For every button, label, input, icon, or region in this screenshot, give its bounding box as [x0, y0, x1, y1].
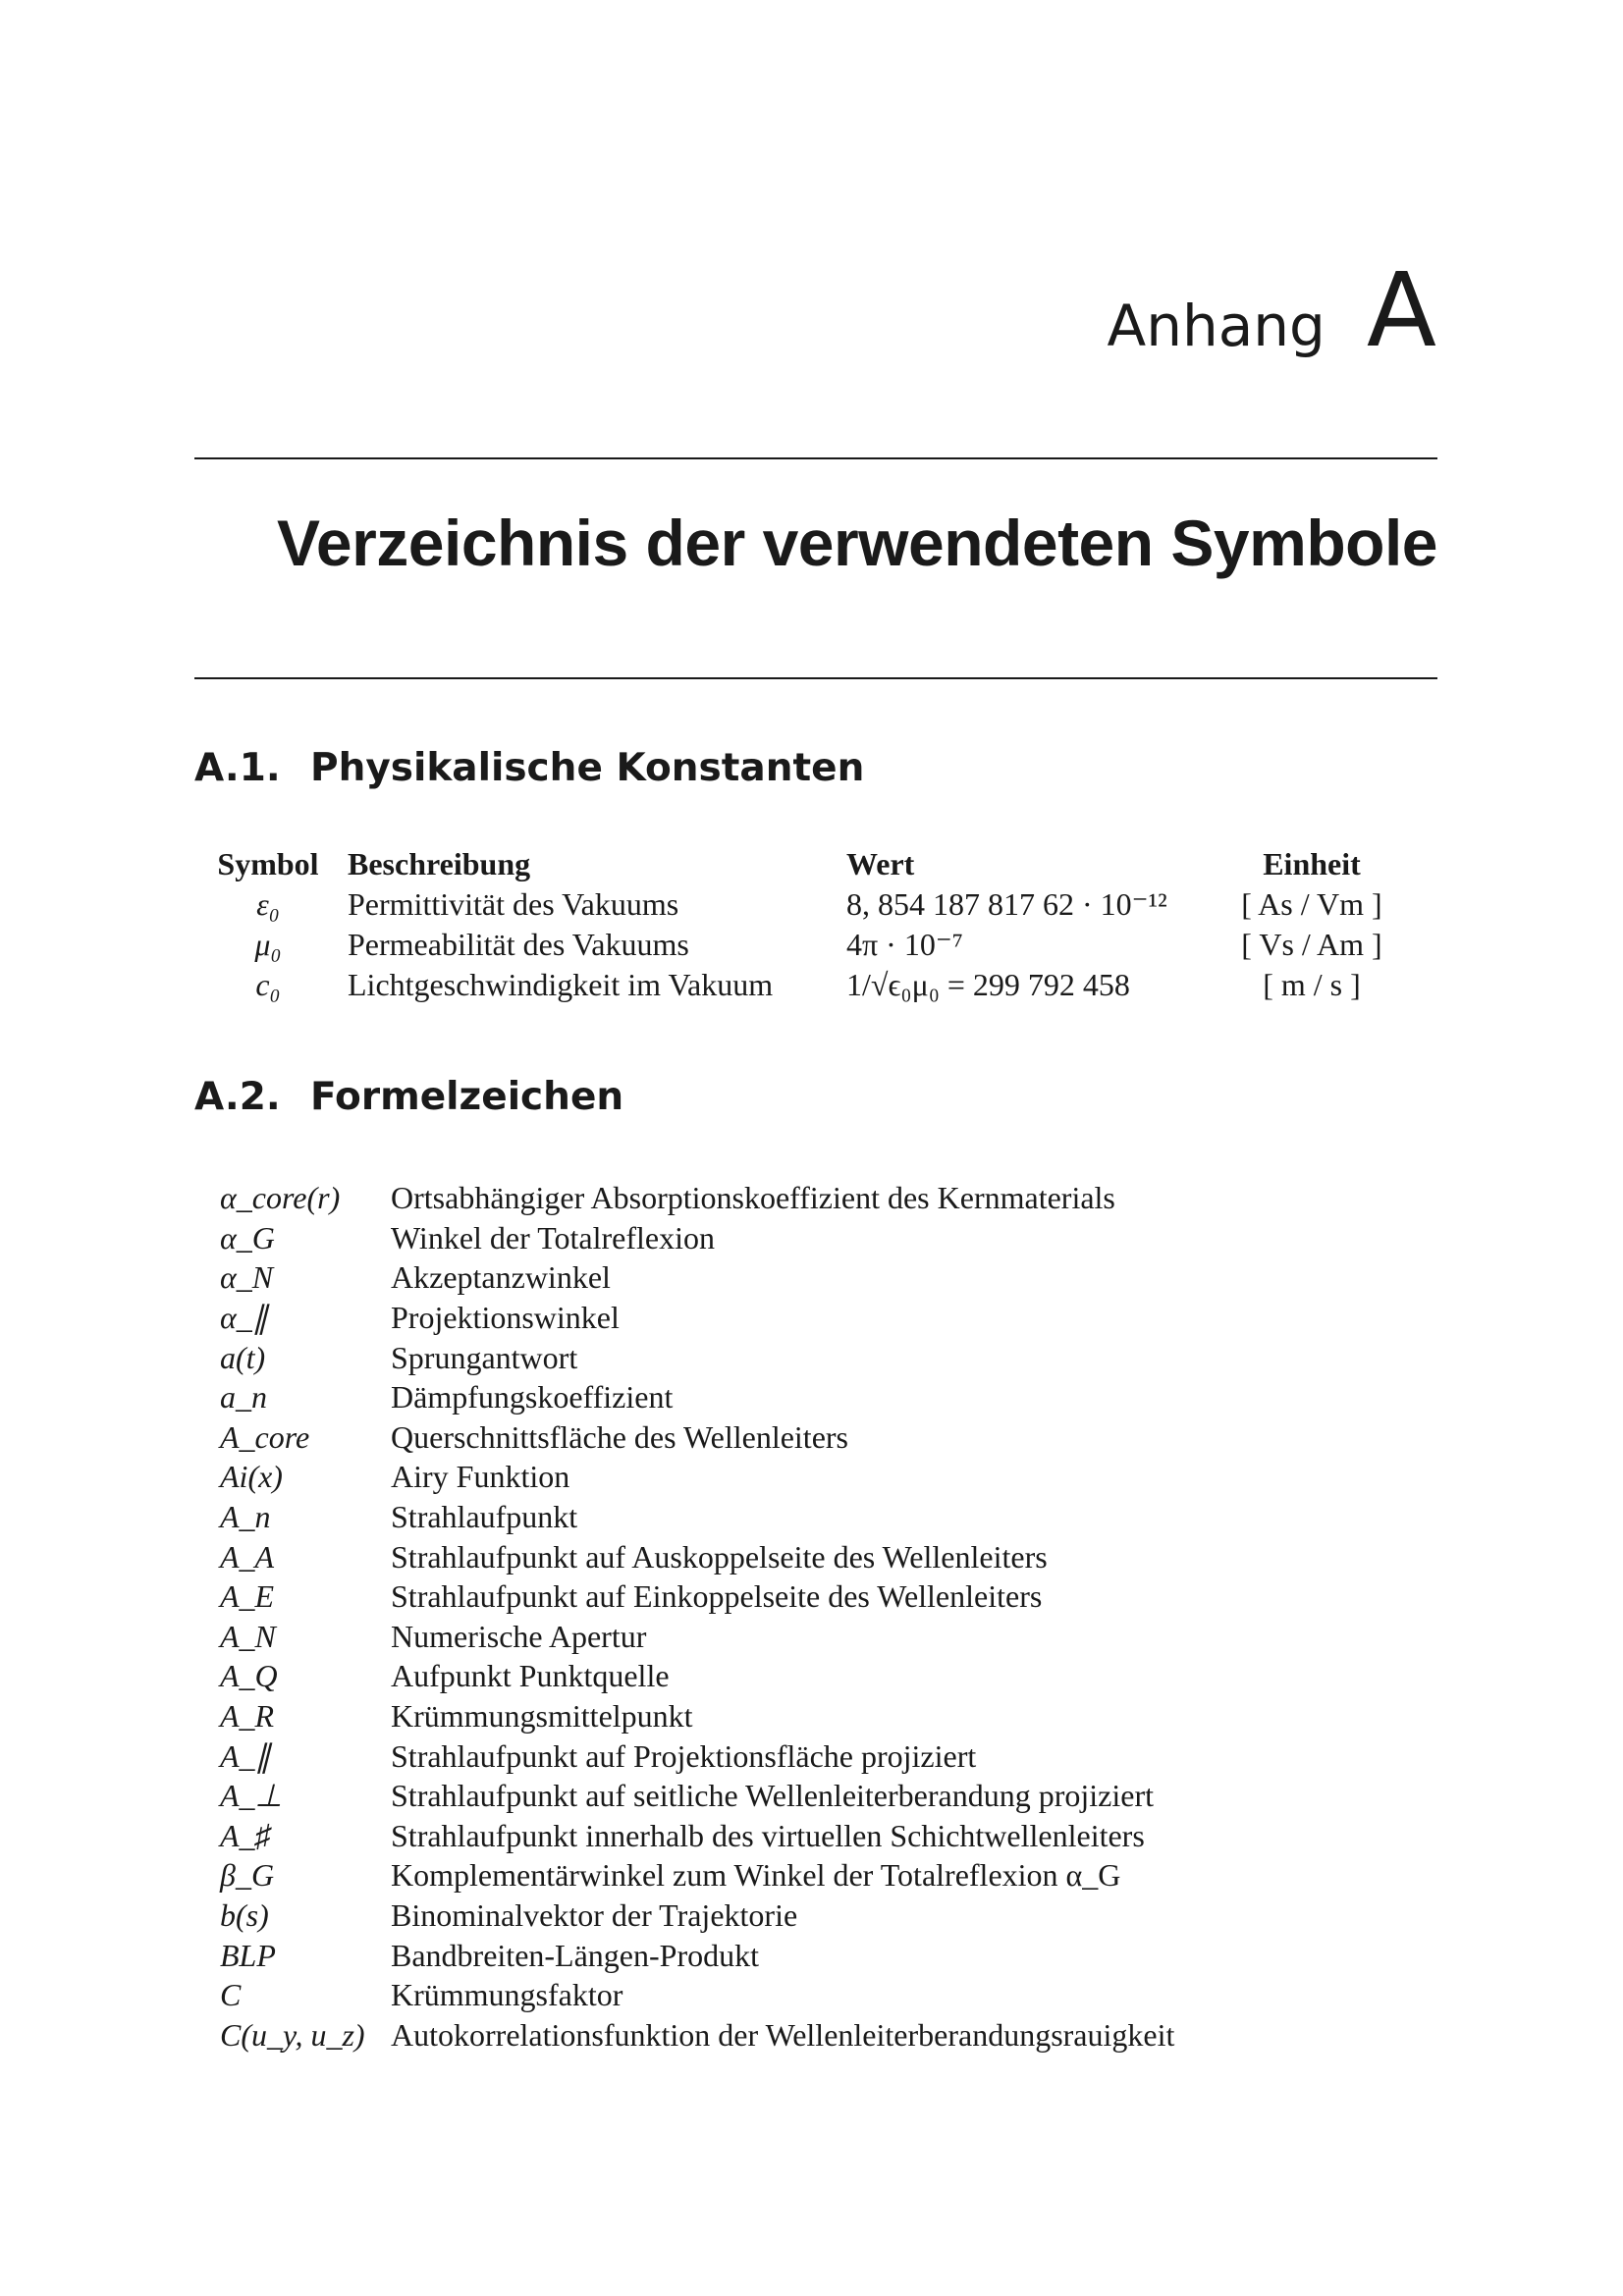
formula-symbol: α_core(r) [220, 1180, 341, 1216]
section-heading-konstanten [194, 746, 864, 790]
formula-symbol: a_n [220, 1379, 267, 1415]
constant-unit: [ Vs / Am ] [1241, 927, 1382, 962]
list-item [220, 1417, 1174, 1458]
formula-description: Krümmungsfaktor [391, 1977, 623, 2013]
list-item [220, 2014, 1174, 2055]
formula-description: Strahlaufpunkt auf Einkoppelseite des Wellenleiters [391, 1578, 1043, 1615]
list-item [220, 1656, 1174, 1696]
formula-symbol: A_E [220, 1578, 275, 1615]
formula-description: Querschnittsfläche des Wellenleiters [391, 1418, 848, 1455]
formula-symbol: β_G [220, 1857, 275, 1894]
list-item [220, 1497, 1174, 1537]
formula-symbol: A_A [220, 1538, 275, 1575]
formula-description: Airy Funktion [391, 1459, 570, 1495]
chapter-word: Anhang [1107, 293, 1325, 359]
formula-symbol: A_N [220, 1618, 276, 1654]
formula-description: Komplementärwinkel zum Winkel der Totalreflexion α_G [391, 1857, 1121, 1894]
section-title: Formelzeichen [310, 1075, 624, 1119]
constant-unit: [ As / Vm ] [1241, 886, 1382, 922]
list-item [220, 1536, 1174, 1576]
formula-symbol: A_Q [220, 1658, 278, 1694]
constant-description: Permeabilität des Vakuums [348, 927, 689, 962]
table-row [200, 884, 1402, 925]
section-heading-formelzeichen [194, 1075, 623, 1119]
constant-description: Permittivität des Vakuums [348, 886, 679, 922]
formula-description: Akzeptanzwinkel [391, 1259, 611, 1296]
header-symbol: Symbol [217, 846, 319, 881]
list-item [220, 1178, 1174, 1218]
formula-description: Strahlaufpunkt innerhalb des virtuellen Schichtwellenleiters [391, 1817, 1145, 1853]
formula-description: Krümmungsmittelpunkt [391, 1698, 693, 1735]
formula-description: Bandbreiten-Längen-Produkt [391, 1937, 759, 1973]
list-item [220, 1218, 1174, 1258]
chapter-letter: A [1366, 250, 1436, 370]
formula-symbol: a(t) [220, 1339, 266, 1375]
constant-unit: [ m / s ] [1263, 967, 1361, 1002]
formula-symbol: A_n [220, 1499, 271, 1535]
top-rule [194, 457, 1437, 459]
list-item [220, 1896, 1174, 1936]
formula-description: Strahlaufpunkt [391, 1499, 578, 1535]
formula-symbol: A_⊥ [220, 1778, 283, 1814]
section-number: A.1. [194, 746, 281, 790]
list-item [220, 1935, 1174, 1975]
constants-table [200, 844, 1402, 1005]
list-item [220, 1975, 1174, 2015]
section-title: Physikalische Konstanten [310, 746, 865, 790]
formula-description: Sprungantwort [391, 1339, 578, 1375]
constant-symbol: μ₀ [254, 927, 282, 962]
formula-symbol: α_N [220, 1259, 274, 1296]
formula-symbol: α_∥ [220, 1300, 268, 1336]
chapter-label [1108, 250, 1436, 368]
formula-symbol: A_∥ [220, 1737, 271, 1774]
header-value: Wert [846, 846, 915, 881]
formula-symbol: A_R [220, 1698, 275, 1735]
formula-description: Strahlaufpunkt auf Auskoppelseite des Wellenleiters [391, 1538, 1048, 1575]
list-item [220, 1337, 1174, 1377]
section-number: A.2. [194, 1075, 281, 1119]
list-item [220, 1776, 1174, 1816]
constant-description: Lichtgeschwindigkeit im Vakuum [348, 967, 774, 1002]
constant-symbol: c₀ [255, 967, 281, 1002]
list-item [220, 1855, 1174, 1896]
list-item [220, 1696, 1174, 1736]
list-item [220, 1457, 1174, 1497]
formula-description: Numerische Apertur [391, 1618, 647, 1654]
list-item [220, 1576, 1174, 1617]
formula-symbol: A_core [220, 1418, 310, 1455]
formula-symbol: C(u_y, u_z) [220, 2016, 365, 2053]
list-item [220, 1617, 1174, 1657]
list-item [220, 1735, 1174, 1776]
table-row [200, 965, 1402, 1005]
formula-symbol: b(s) [220, 1896, 269, 1933]
formula-description: Strahlaufpunkt auf Projektionsfläche projiziert [391, 1737, 977, 1774]
constant-symbol: ε₀ [256, 886, 280, 922]
constant-value: 4π · 10⁻⁷ [846, 927, 963, 962]
formula-symbol: α_G [220, 1219, 275, 1255]
table-header-row [200, 844, 1402, 884]
formula-symbol: A_♯ [220, 1817, 271, 1853]
formula-description: Aufpunkt Punktquelle [391, 1658, 670, 1694]
bottom-rule [194, 677, 1437, 679]
formula-symbol: C [220, 1977, 242, 2013]
formula-description: Projektionswinkel [391, 1300, 620, 1336]
formula-symbol: Ai(x) [220, 1459, 283, 1495]
table-row [200, 925, 1402, 965]
list-item [220, 1816, 1174, 1856]
header-description: Beschreibung [348, 846, 531, 881]
formula-symbols-list [220, 1178, 1174, 2055]
list-item [220, 1257, 1174, 1298]
list-item [220, 1377, 1174, 1417]
chapter-title: Verzeichnis der verwendeten Symbole [277, 507, 1437, 579]
constant-value: 1/√ϵ₀μ₀ = 299 792 458 [846, 967, 1130, 1002]
constant-value: 8, 854 187 817 62 · 10⁻¹² [846, 886, 1167, 922]
header-unit: Einheit [1263, 846, 1361, 881]
formula-description: Ortsabhängiger Absorptionskoeffizient des Kernmaterials [391, 1180, 1115, 1216]
formula-description: Binominalvektor der Trajektorie [391, 1896, 798, 1933]
list-item [220, 1298, 1174, 1338]
formula-description: Strahlaufpunkt auf seitliche Wellenleiterberandung projiziert [391, 1778, 1154, 1814]
formula-description: Autokorrelationsfunktion der Wellenleiterberandungsrauigkeit [391, 2016, 1175, 2053]
formula-symbol: BLP [220, 1937, 276, 1973]
formula-description: Winkel der Totalreflexion [391, 1219, 715, 1255]
formula-description: Dämpfungskoeffizient [391, 1379, 674, 1415]
